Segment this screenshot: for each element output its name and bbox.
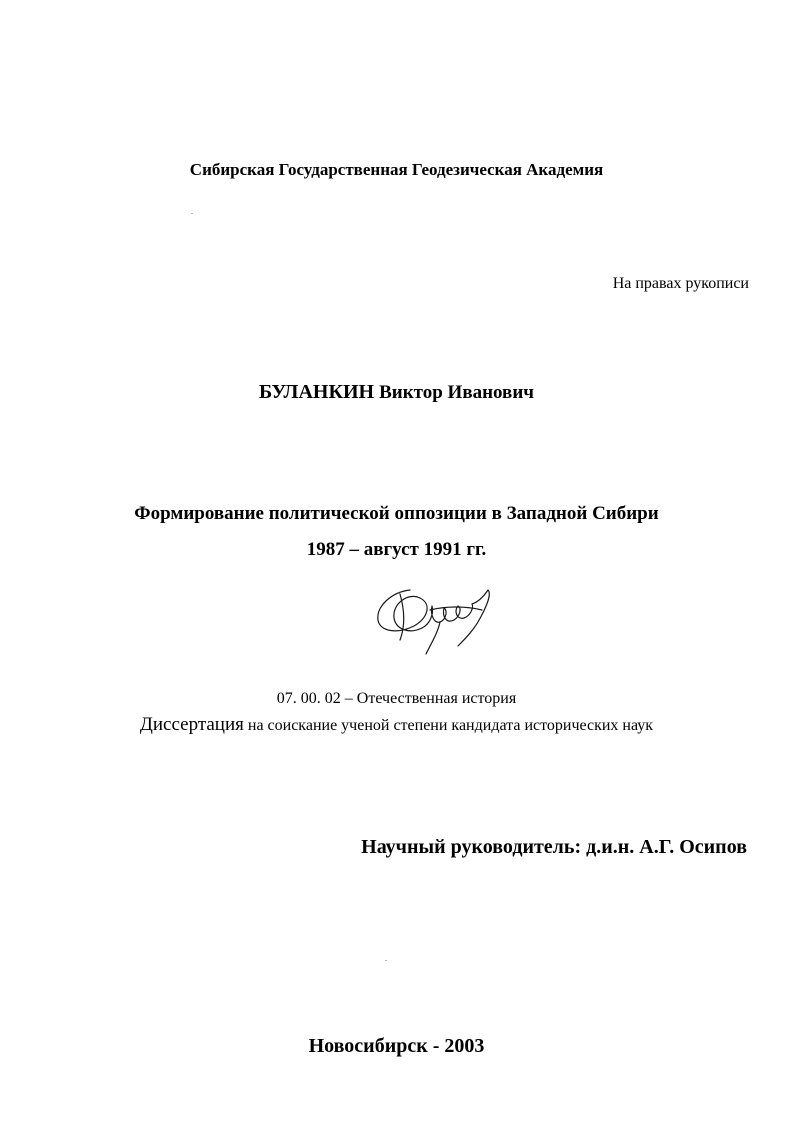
- scientific-supervisor: Научный руководитель: д.и.н. А.Г. Осипов: [361, 836, 747, 858]
- city-and-year: Новосибирск - 2003: [308, 1035, 485, 1057]
- scan-speck: [191, 213, 193, 214]
- degree-statement: [0, 714, 793, 736]
- author-surname: БУЛАНКИН: [259, 381, 375, 403]
- degree-lead: Диссертация: [139, 714, 244, 735]
- scan-speck: [385, 960, 387, 961]
- signature-icon: [370, 584, 510, 658]
- institution-name: Сибирская Государственная Геодезическая Академия: [189, 160, 604, 179]
- thesis-title-line-1: Формирование политической оппозиции в Западной Сибири: [134, 503, 659, 524]
- degree-rest: на соискание ученой степени кандидата исторических наук: [247, 717, 654, 734]
- author-given-name: Виктор Иванович: [379, 382, 534, 403]
- author-name: [0, 381, 793, 404]
- thesis-title-line-2: 1987 – август 1991 гг.: [306, 539, 487, 560]
- rights-note: На правах рукописи: [612, 275, 749, 292]
- specialty-code: 07. 00. 02 – Отечественная история: [276, 690, 517, 707]
